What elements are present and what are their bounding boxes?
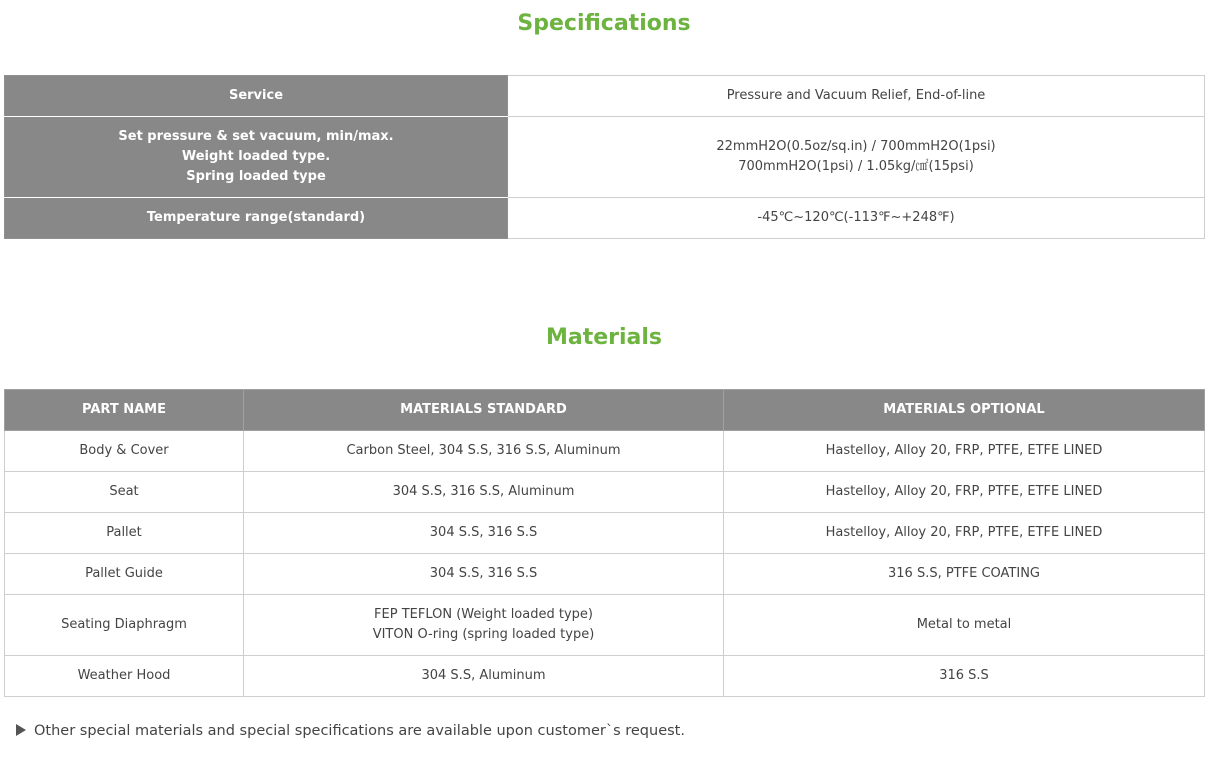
optional-cell: 316 S.S	[724, 656, 1205, 697]
header-part-name: PART NAME	[5, 390, 244, 431]
standard-cell: 304 S.S, 316 S.S	[244, 513, 724, 554]
standard-cell: 304 S.S, 316 S.S, Aluminum	[244, 472, 724, 513]
optional-cell: Hastelloy, Alloy 20, FRP, PTFE, ETFE LINED	[724, 513, 1205, 554]
part-name-cell: Pallet	[5, 513, 244, 554]
spec-value: -45℃~120℃(-113℉~+248℉)	[508, 198, 1205, 239]
triangle-right-icon	[16, 724, 26, 736]
specifications-title: Specifications	[517, 11, 691, 36]
table-row	[5, 472, 1205, 513]
standard-cell: FEP TEFLON (Weight loaded type) VITON O-ring (spring loaded type)	[244, 595, 724, 656]
table-row	[5, 656, 1205, 697]
optional-cell: Hastelloy, Alloy 20, FRP, PTFE, ETFE LINED	[724, 431, 1205, 472]
spec-value: Pressure and Vacuum Relief, End-of-line	[508, 76, 1205, 117]
optional-cell: Metal to metal	[724, 595, 1205, 656]
materials-header-row	[5, 390, 1205, 431]
optional-cell: 316 S.S, PTFE COATING	[724, 554, 1205, 595]
footnote-text: Other special materials and special specifications are available upon customer`s request.	[34, 723, 685, 739]
table-row	[5, 431, 1205, 472]
footnote	[16, 720, 685, 742]
spec-label: Set pressure & set vacuum, min/max. Weight loaded type. Spring loaded type	[5, 117, 508, 198]
header-materials-standard: MATERIALS STANDARD	[244, 390, 724, 431]
specifications-table	[4, 75, 1205, 239]
table-row	[5, 554, 1205, 595]
part-name-cell: Seat	[5, 472, 244, 513]
spec-row-set-pressure	[5, 117, 1205, 198]
part-name-cell: Seating Diaphragm	[5, 595, 244, 656]
table-row	[5, 513, 1205, 554]
materials-table	[4, 389, 1205, 697]
header-materials-optional: MATERIALS OPTIONAL	[724, 390, 1205, 431]
spec-value: 22mmH2O(0.5oz/sq.in) / 700mmH2O(1psi) 700mmH2O(1psi) / 1.05kg/㎠(15psi)	[508, 117, 1205, 198]
part-name-cell: Pallet Guide	[5, 554, 244, 595]
standard-cell: Carbon Steel, 304 S.S, 316 S.S, Aluminum	[244, 431, 724, 472]
optional-cell: Hastelloy, Alloy 20, FRP, PTFE, ETFE LINED	[724, 472, 1205, 513]
spec-label: Temperature range(standard)	[5, 198, 508, 239]
table-row	[5, 595, 1205, 656]
spec-row-temperature	[5, 198, 1205, 239]
standard-cell: 304 S.S, 316 S.S	[244, 554, 724, 595]
materials-title: Materials	[545, 325, 663, 350]
part-name-cell: Weather Hood	[5, 656, 244, 697]
standard-cell: 304 S.S, Aluminum	[244, 656, 724, 697]
part-name-cell: Body & Cover	[5, 431, 244, 472]
spec-label: Service	[5, 76, 508, 117]
spec-row-service	[5, 76, 1205, 117]
